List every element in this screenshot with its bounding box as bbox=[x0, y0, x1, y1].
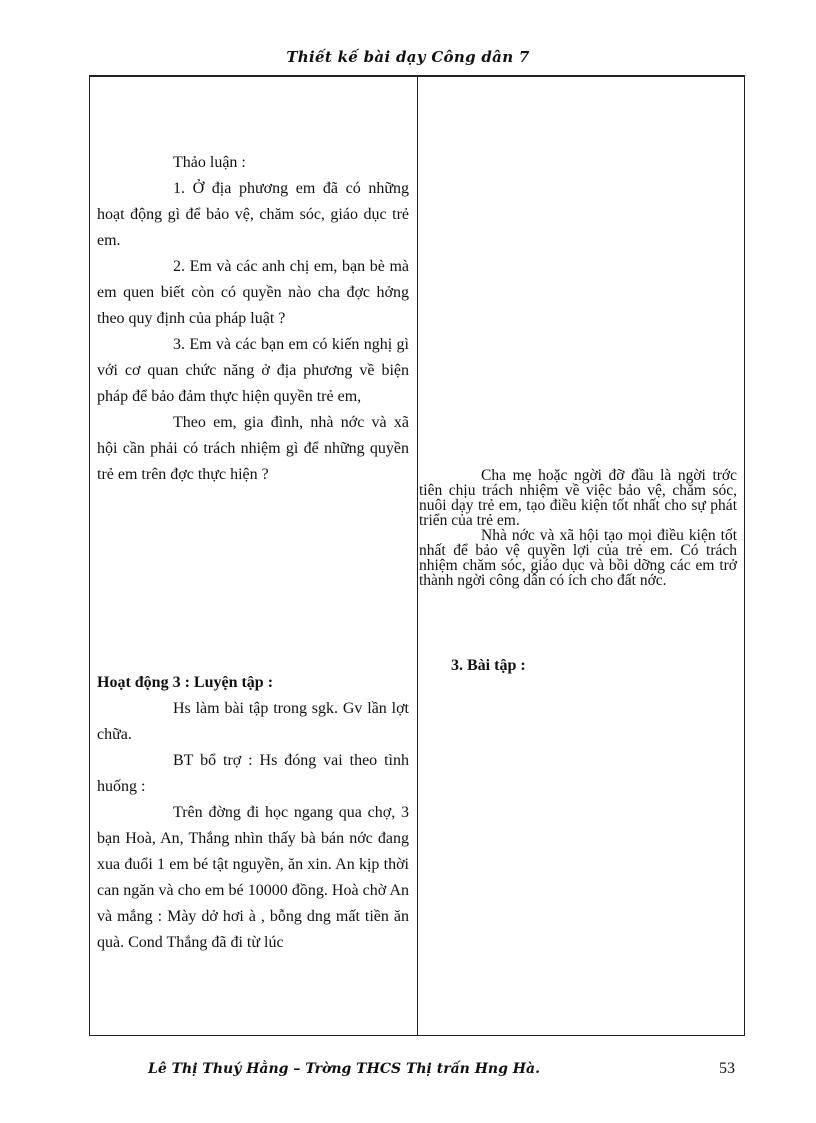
discussion-question-1: 1. Ở địa phương em đã có những hoạt động gì để bảo vệ, chăm sóc, giáo dục trẻ em. bbox=[97, 180, 409, 249]
discussion-question-2: 2. Em và các anh chị em, bạn bè mà em quen biết còn có quyền nào cha đợc hởng theo quy định của pháp luật ? bbox=[97, 258, 409, 327]
state-responsibility-paragraph: Nhà nớc và xã hội tạo mọi điều kiện tốt nhất để bảo vệ quyền lợi của trẻ em. Có trách nhiệm chăm sóc, giáo dục và bồi dỡng các em trở thành ngời công dân có ích cho đất nớc. bbox=[419, 527, 737, 589]
exercise-heading: 3. Bài tập : bbox=[451, 657, 526, 674]
discussion-title: Thảo luận : bbox=[173, 154, 246, 171]
page-header-title: Thiết kế bài dạy Công dân 7 bbox=[286, 48, 530, 66]
practice-instruction: Hs làm bài tập trong sgk. Gv lần lợt chữa. bbox=[97, 700, 409, 743]
role-play-scenario: Trên đờng đi học ngang qua chợ, 3 bạn Hoà, An, Thắng nhìn thấy bà bán nớc đang xua đuổi 1 em bé tật nguyền, ăn xin. An kịp thời can ngăn và cho em bé 10000 đồng. Hoà chờ An và mắng : Mày dở hơi à , bỗng dng mất tiền ăn quà. Cond Thắng đã đi từ lúc bbox=[97, 804, 409, 951]
discussion-question-4: Theo em, gia đình, nhà nớc và xã hội cần phải có trách nhiệm gì để những quyền trẻ em trên đợc thực hiện ? bbox=[97, 414, 409, 483]
parent-responsibility-paragraph: Cha mẹ hoặc ngời đỡ đầu là ngời trớc tiên chịu trách nhiệm về việc bảo vệ, chăm sóc, nuôi dạy trẻ em, tạo điều kiện tốt nhất cho sự phát triển của trẻ em. bbox=[419, 467, 737, 529]
teacher-student-activity-column bbox=[97, 150, 409, 956]
activity-3-heading: Hoạt động 3 : Luyện tập : bbox=[97, 674, 274, 691]
footer-author: Lê Thị Thuý Hằng – Trờng THCS Thị trấn Hng Hà. bbox=[148, 1061, 540, 1077]
spacer bbox=[97, 488, 409, 670]
column-divider bbox=[417, 75, 418, 1036]
content-column bbox=[419, 468, 737, 588]
page-number: 53 bbox=[719, 1060, 735, 1077]
discussion-question-3: 3. Em và các bạn em có kiến nghị gì với cơ quan chức năng ở địa phương về biện pháp để bảo đảm thực hiện quyền trẻ em, bbox=[97, 336, 409, 405]
supplementary-exercise: BT bổ trợ : Hs đóng vai theo tình huống : bbox=[97, 752, 409, 795]
